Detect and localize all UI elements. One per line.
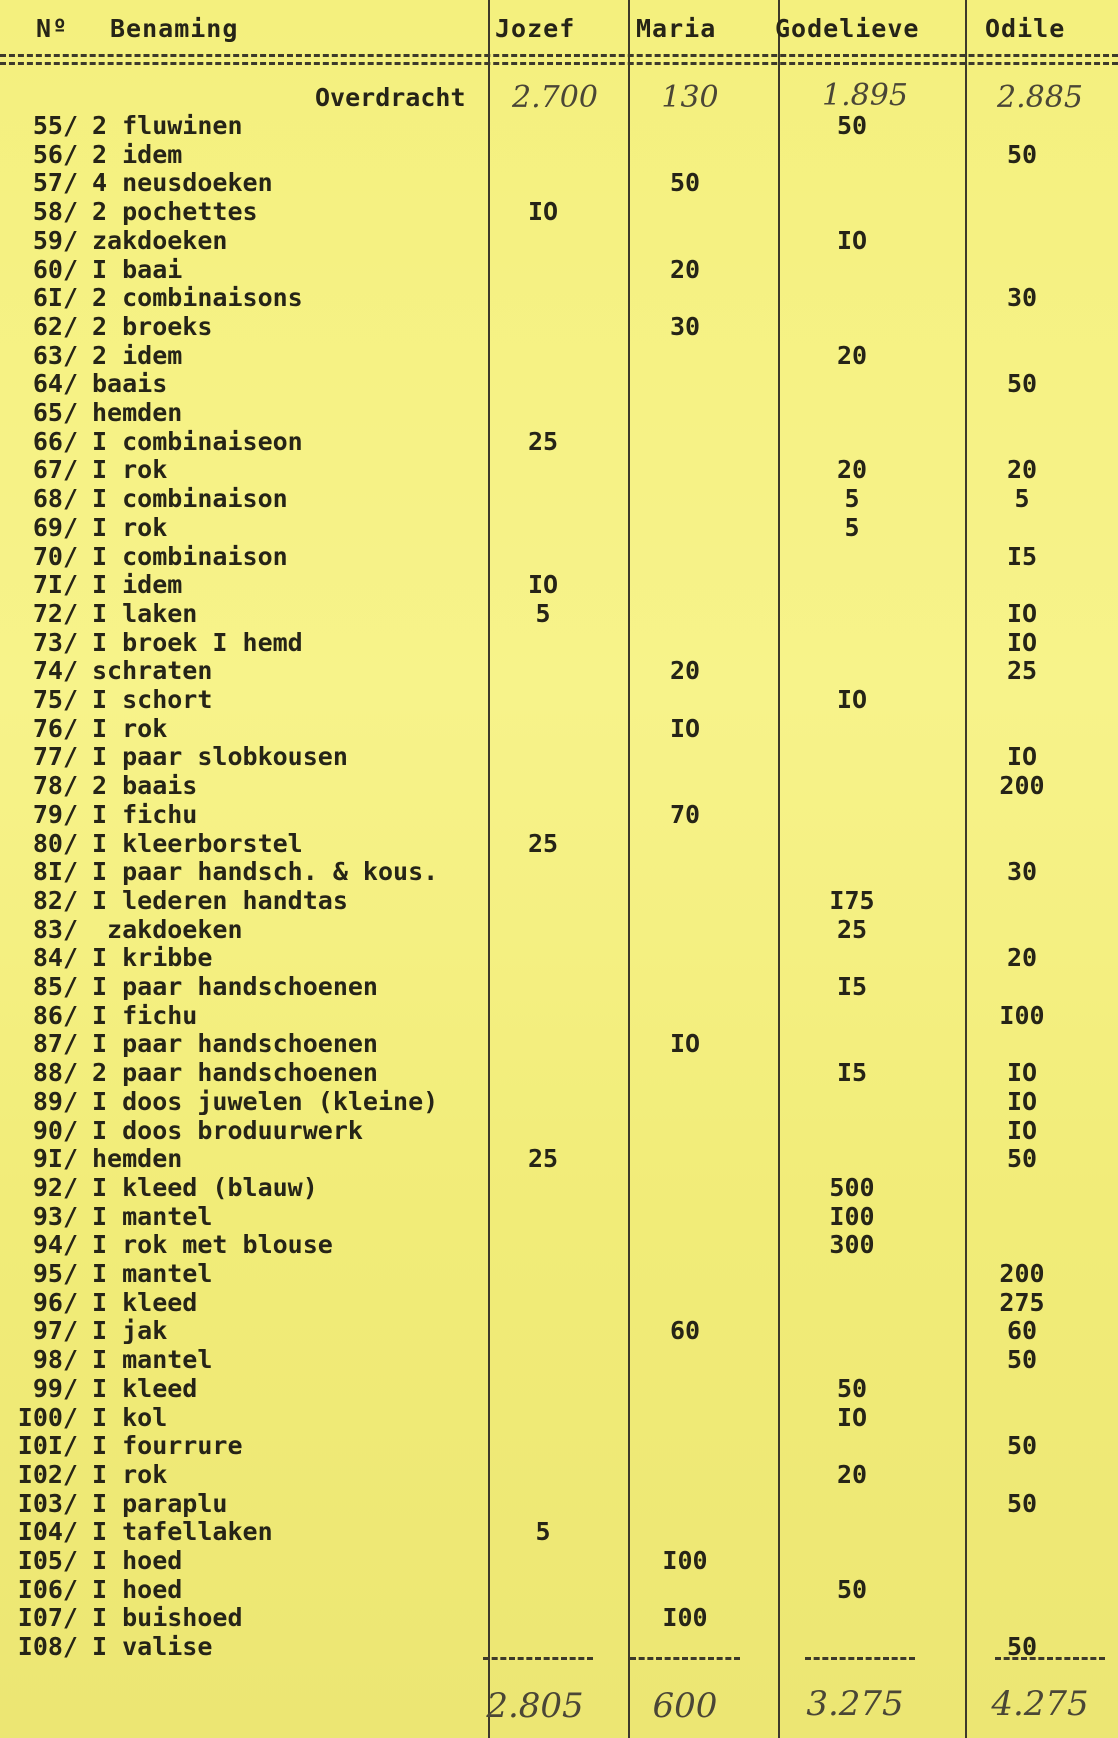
- row-item: I kleerborstel: [92, 829, 303, 858]
- total-rule: [805, 1657, 915, 1660]
- row-item: I schort: [92, 685, 213, 714]
- row-item: I kleed (blauw): [92, 1173, 318, 1202]
- row-number: 7I/: [32, 570, 78, 599]
- row-number: 79/: [32, 800, 78, 829]
- row-item: I rok: [92, 513, 168, 542]
- row-value-jozef: 5: [535, 599, 551, 628]
- row-value-godelieve: 50: [836, 1575, 868, 1604]
- row-item: I paraplu: [92, 1489, 228, 1518]
- row-number: 57/: [32, 168, 78, 197]
- row-number: 87/: [32, 1029, 78, 1058]
- row-number: I0I/: [17, 1431, 78, 1460]
- row-item: 2 combinaisons: [92, 283, 303, 312]
- row-item: I kribbe: [92, 943, 213, 972]
- row-item: I paar handschoenen: [92, 972, 378, 1001]
- row-item: I combinaiseon: [92, 427, 303, 456]
- row-item: I paar slobkousen: [92, 742, 348, 771]
- row-value-godelieve: 300: [829, 1230, 875, 1259]
- row-number: 75/: [32, 685, 78, 714]
- row-number: I08/: [17, 1632, 78, 1661]
- row-value-odile: 50: [1006, 1144, 1038, 1173]
- row-value-maria: 20: [669, 255, 701, 284]
- row-value-odile: IO: [1006, 628, 1038, 657]
- row-item: I broek I hemd: [92, 628, 303, 657]
- row-value-maria: 60: [669, 1316, 701, 1345]
- row-value-odile: 50: [1006, 1431, 1038, 1460]
- row-number: 64/: [32, 369, 78, 398]
- row-number: 60/: [32, 255, 78, 284]
- row-item: I fichu: [92, 1001, 198, 1030]
- row-number: 84/: [32, 943, 78, 972]
- row-number: 8I/: [32, 857, 78, 886]
- row-number: I00/: [17, 1403, 78, 1432]
- row-number: 6I/: [32, 283, 78, 312]
- row-number: 96/: [32, 1288, 78, 1317]
- row-value-odile: 50: [1006, 1345, 1038, 1374]
- header-no: Nº: [36, 14, 69, 43]
- row-value-odile: 5: [1014, 484, 1030, 513]
- row-item: baais: [92, 369, 168, 398]
- column-divider: [488, 0, 490, 1738]
- row-value-maria: 20: [669, 656, 701, 685]
- row-number: 67/: [32, 455, 78, 484]
- row-value-odile: 200: [999, 1259, 1045, 1288]
- row-item: 2 baais: [92, 771, 198, 800]
- row-number: 9I/: [32, 1144, 78, 1173]
- header-odile: Odile: [985, 14, 1066, 43]
- row-number: 94/: [32, 1230, 78, 1259]
- row-value-odile: 20: [1006, 943, 1038, 972]
- row-number: 82/: [32, 886, 78, 915]
- carry-odile: 2.885: [997, 80, 1083, 115]
- row-number: I07/: [17, 1603, 78, 1632]
- row-value-odile: 50: [1006, 140, 1038, 169]
- row-item: I mantel: [92, 1202, 213, 1231]
- row-item: I mantel: [92, 1259, 213, 1288]
- row-value-maria: I00: [662, 1546, 708, 1575]
- row-item: 2 fluwinen: [92, 111, 243, 140]
- row-number: 85/: [32, 972, 78, 1001]
- row-item: I mantel: [92, 1345, 213, 1374]
- row-value-maria: IO: [669, 714, 701, 743]
- row-item: hemden: [92, 398, 183, 427]
- row-number: 65/: [32, 398, 78, 427]
- header-maria: Maria: [636, 14, 717, 43]
- row-value-godelieve: 20: [836, 455, 868, 484]
- row-number: 72/: [32, 599, 78, 628]
- row-item: zakdoeken: [92, 226, 228, 255]
- row-number: 70/: [32, 542, 78, 571]
- row-item: I kleed: [92, 1288, 198, 1317]
- row-item: I kol: [92, 1403, 168, 1432]
- column-divider: [778, 0, 780, 1738]
- row-item: I doos broduurwerk: [92, 1116, 363, 1145]
- row-value-jozef: 25: [527, 829, 559, 858]
- row-number: 56/: [32, 140, 78, 169]
- row-item: I doos juwelen (kleine): [92, 1087, 439, 1116]
- row-value-odile: 30: [1006, 857, 1038, 886]
- header-benaming: Benaming: [110, 14, 239, 43]
- row-number: 74/: [32, 656, 78, 685]
- row-item: 2 paar handschoenen: [92, 1058, 378, 1087]
- row-item: 2 idem: [92, 140, 183, 169]
- carry-godelieve: 1.895: [822, 78, 908, 113]
- row-value-odile: IO: [1006, 1058, 1038, 1087]
- row-number: 95/: [32, 1259, 78, 1288]
- row-number: 88/: [32, 1058, 78, 1087]
- row-value-odile: 60: [1006, 1316, 1038, 1345]
- row-value-jozef: 25: [527, 1144, 559, 1173]
- row-value-godelieve: 500: [829, 1173, 875, 1202]
- row-value-maria: 30: [669, 312, 701, 341]
- row-number: 69/: [32, 513, 78, 542]
- row-value-godelieve: I00: [829, 1202, 875, 1231]
- carry-label: Overdracht: [315, 83, 466, 112]
- row-item: hemden: [92, 1144, 183, 1173]
- row-value-odile: 50: [1006, 369, 1038, 398]
- row-value-odile: 50: [1006, 1632, 1038, 1661]
- row-item: I buishoed: [92, 1603, 243, 1632]
- row-item: I paar handschoenen: [92, 1029, 378, 1058]
- row-value-godelieve: 25: [836, 915, 868, 944]
- row-number: 73/: [32, 628, 78, 657]
- row-item: I baai: [92, 255, 183, 284]
- row-item: I rok: [92, 1460, 168, 1489]
- row-item: I rok: [92, 714, 168, 743]
- header-godelieve: Godelieve: [775, 14, 920, 43]
- header-divider: [0, 62, 1118, 65]
- header-jozef: Jozef: [495, 14, 576, 43]
- row-number: 83/: [32, 915, 78, 944]
- row-value-odile: IO: [1006, 1116, 1038, 1145]
- row-value-odile: 25: [1006, 656, 1038, 685]
- total-odile: 4.275: [991, 1684, 1089, 1724]
- row-value-odile: 20: [1006, 455, 1038, 484]
- row-number: 76/: [32, 714, 78, 743]
- row-item: 2 idem: [92, 341, 183, 370]
- row-item: I idem: [92, 570, 183, 599]
- row-item: I combinaison: [92, 542, 288, 571]
- row-number: 92/: [32, 1173, 78, 1202]
- row-number: 89/: [32, 1087, 78, 1116]
- row-number: 68/: [32, 484, 78, 513]
- header-divider: [0, 54, 1118, 57]
- total-rule: [995, 1657, 1105, 1660]
- row-value-godelieve: IO: [836, 1403, 868, 1432]
- row-value-jozef: 5: [535, 1517, 551, 1546]
- row-value-godelieve: 20: [836, 341, 868, 370]
- row-value-godelieve: IO: [836, 226, 868, 255]
- row-value-odile: IO: [1006, 599, 1038, 628]
- row-number: 66/: [32, 427, 78, 456]
- row-value-godelieve: I5: [836, 1058, 868, 1087]
- row-value-odile: 200: [999, 771, 1045, 800]
- total-jozef: 2.805: [486, 1686, 584, 1726]
- row-value-godelieve: I75: [829, 886, 875, 915]
- row-value-godelieve: 5: [844, 484, 860, 513]
- row-value-godelieve: IO: [836, 685, 868, 714]
- row-item: I paar handsch. & kous.: [92, 857, 439, 886]
- row-value-odile: IO: [1006, 1087, 1038, 1116]
- row-value-godelieve: I5: [836, 972, 868, 1001]
- row-value-odile: 50: [1006, 1489, 1038, 1518]
- row-number: 86/: [32, 1001, 78, 1030]
- total-godelieve: 3.275: [806, 1684, 904, 1724]
- row-item: I valise: [92, 1632, 213, 1661]
- row-number: 55/: [32, 111, 78, 140]
- row-number: 62/: [32, 312, 78, 341]
- row-item: 4 neusdoeken: [92, 168, 273, 197]
- row-number: I02/: [17, 1460, 78, 1489]
- row-value-maria: I00: [662, 1603, 708, 1632]
- row-number: I03/: [17, 1489, 78, 1518]
- total-maria: 600: [652, 1686, 718, 1726]
- row-value-godelieve: 50: [836, 111, 868, 140]
- total-rule: [630, 1657, 740, 1660]
- row-item: I rok met blouse: [92, 1230, 333, 1259]
- row-item: zakdoeken: [92, 915, 243, 944]
- row-number: I05/: [17, 1546, 78, 1575]
- row-item: 2 pochettes: [92, 197, 258, 226]
- carry-jozef: 2.700: [512, 80, 598, 115]
- row-item: I tafellaken: [92, 1517, 273, 1546]
- row-value-odile: IO: [1006, 742, 1038, 771]
- row-item: I hoed: [92, 1546, 183, 1575]
- row-item: I jak: [92, 1316, 168, 1345]
- row-number: 80/: [32, 829, 78, 858]
- row-item: I hoed: [92, 1575, 183, 1604]
- row-value-odile: I5: [1006, 542, 1038, 571]
- row-number: 77/: [32, 742, 78, 771]
- row-number: I04/: [17, 1517, 78, 1546]
- row-number: 99/: [32, 1374, 78, 1403]
- row-value-maria: 50: [669, 168, 701, 197]
- row-value-jozef: 25: [527, 427, 559, 456]
- row-value-maria: 70: [669, 800, 701, 829]
- row-value-odile: I00: [999, 1001, 1045, 1030]
- row-item: I lederen handtas: [92, 886, 348, 915]
- row-value-jozef: IO: [527, 570, 559, 599]
- row-value-odile: 30: [1006, 283, 1038, 312]
- row-item: 2 broeks: [92, 312, 213, 341]
- row-number: 59/: [32, 226, 78, 255]
- row-item: I fichu: [92, 800, 198, 829]
- row-item: I fourrure: [92, 1431, 243, 1460]
- row-value-godelieve: 20: [836, 1460, 868, 1489]
- row-number: 90/: [32, 1116, 78, 1145]
- row-value-godelieve: 50: [836, 1374, 868, 1403]
- row-number: 63/: [32, 341, 78, 370]
- row-item: I laken: [92, 599, 198, 628]
- row-number: 98/: [32, 1345, 78, 1374]
- row-value-jozef: IO: [527, 197, 559, 226]
- row-value-godelieve: 5: [844, 513, 860, 542]
- carry-maria: 130: [661, 80, 719, 115]
- row-item: I rok: [92, 455, 168, 484]
- row-number: 93/: [32, 1202, 78, 1231]
- row-item: I combinaison: [92, 484, 288, 513]
- row-item: I kleed: [92, 1374, 198, 1403]
- row-number: 97/: [32, 1316, 78, 1345]
- row-number: I06/: [17, 1575, 78, 1604]
- row-number: 58/: [32, 197, 78, 226]
- total-rule: [483, 1657, 593, 1660]
- row-value-odile: 275: [999, 1288, 1045, 1317]
- row-number: 78/: [32, 771, 78, 800]
- row-item: schraten: [92, 656, 213, 685]
- row-value-maria: IO: [669, 1029, 701, 1058]
